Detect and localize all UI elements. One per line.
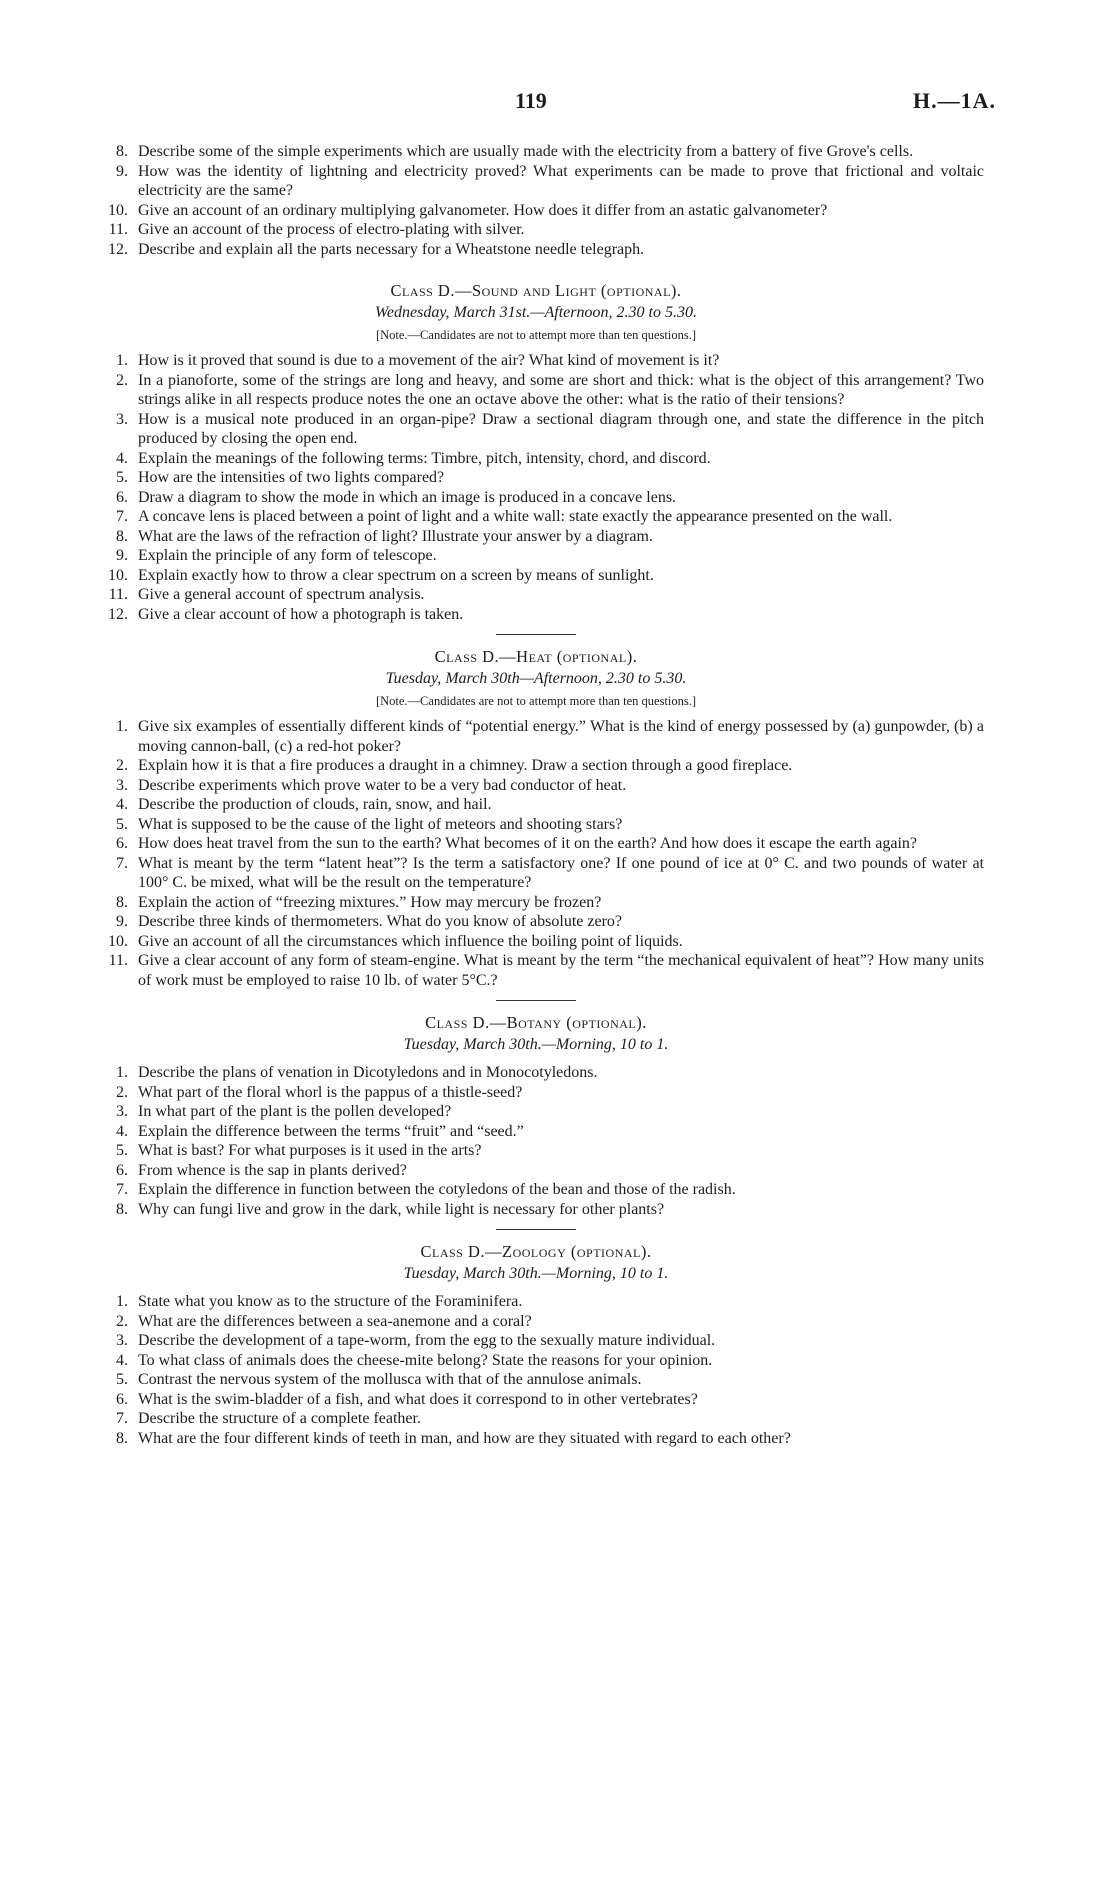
question-text: Give a clear account of how a photograph is taken. [138,605,464,623]
question-number: 3. [116,410,128,428]
question-number: 11. [108,586,128,603]
question-text: In a pianoforte, some of the strings are long and heavy, and some are short and thick: what is the object of this arrangement? Two strings alike in all respects produce notes the one an octave above the other: what is the ratio of their tensions? [138,371,984,408]
question-text: Give a general account of spectrum analysis. [138,586,425,603]
section-title: Class D.—Botany (optional). [425,1013,647,1032]
document-reference: H.—1A. [913,88,996,113]
question-item [88,410,984,449]
question-number: 6. [116,488,128,506]
question-text: Give a clear account of any form of steam-engine. What is meant by the term “the mechanical equivalent of heat”? How many units of work must be employed to raise 10 lb. of water 5°C.? [138,952,984,989]
question-item [88,201,984,221]
exam-section [88,634,984,990]
question-text: What part of the floral whorl is the pappus of a thistle-seed? [138,1083,523,1101]
question-list [88,717,984,990]
question-text: Describe experiments which prove water to be a very bad conductor of heat. [138,776,627,794]
question-number: 2. [116,757,128,774]
section-title: Class D.—Sound and Light (optional). [390,281,682,300]
section-date: Tuesday, March 30th.—Morning, 10 to 1. [403,1036,669,1053]
question-text: Describe the structure of a complete feather. [138,1410,421,1427]
question-text: How was the identity of lightning and electricity proved? What experiments can be made to prove that frictional and voltaic electricity are the same? [138,162,984,199]
question-item [88,507,984,527]
question-item [88,488,984,508]
question-number: 7. [116,1181,128,1198]
question-item [88,1083,984,1103]
question-number: 2. [116,1312,128,1330]
question-text: What is bast? For what purposes is it used in the arts? [138,1142,482,1159]
question-number: 7. [116,854,128,872]
question-number: 10. [108,201,128,219]
question-item [88,449,984,469]
question-item [88,240,984,260]
question-text: Explain the action of “freezing mixtures.” How may mercury be frozen? [138,893,602,911]
question-text: Explain exactly how to throw a clear spectrum on a screen by means of sunlight. [138,566,654,584]
question-item [88,1409,984,1429]
question-list [88,1063,984,1219]
question-text: Describe and explain all the parts necessary for a Wheatstone needle telegraph. [138,240,645,258]
question-number: 2. [116,1083,128,1101]
question-number: 4. [116,1351,128,1369]
question-number: 5. [116,815,128,833]
section-title: Class D.—Zoology (optional). [420,1242,652,1261]
question-text: Describe some of the simple experiments which are usually made with the electricity from a battery of five Grove's cells. [138,143,914,160]
question-number: 6. [116,1161,128,1179]
question-number: 3. [116,776,128,794]
question-item [88,815,984,835]
question-text: What is the swim-bladder of a fish, and what does it correspond to in other vertebrates? [138,1390,698,1408]
question-text: Give an account of the process of electro-plating with silver. [138,221,525,238]
question-item [88,468,984,488]
question-number: 5. [116,469,128,486]
question-text: What are the laws of the refraction of light? Illustrate your answer by a diagram. [138,527,653,545]
question-item [88,1161,984,1181]
question-text: State what you know as to the structure of the Foraminifera. [138,1293,523,1310]
question-item [88,1141,984,1161]
question-number: 5. [116,1142,128,1159]
question-item [88,717,984,756]
section-note: [Note.—Candidates are not to attempt more than ten questions.] [375,328,697,342]
question-item [88,371,984,410]
question-item [88,893,984,913]
question-text: Draw a diagram to show the mode in which an image is produced in a concave lens. [138,488,677,506]
question-number: 5. [116,1371,128,1388]
question-number: 11. [108,221,128,238]
question-item [88,566,984,586]
question-item [88,220,984,240]
question-text: Give six examples of essentially different kinds of “potential energy.” What is the kind of energy possessed by (a) gunpowder, (b) a moving cannon-ball, (c) a red-hot poker? [138,718,984,755]
question-number: 11. [108,952,128,969]
question-item [88,1180,984,1200]
question-text: To what class of animals does the cheese-mite belong? State the reasons for your opinion. [138,1351,713,1369]
question-number: 10. [108,932,128,950]
section-date: Wednesday, March 31st.—Afternoon, 2.30 to 5.30. [375,304,697,321]
question-number: 7. [116,508,128,525]
question-text: Describe the development of a tape-worm, from the egg to the sexually mature individual. [138,1332,716,1349]
question-number: 12. [108,605,128,623]
question-list [88,351,984,624]
question-number: 8. [116,1200,128,1218]
question-number: 8. [116,527,128,545]
question-item [88,1102,984,1122]
question-text: Explain how it is that a fire produces a draught in a chimney. Draw a section through a good fireplace. [138,757,793,774]
question-text: Explain the principle of any form of telescope. [138,547,437,564]
question-text: Explain the meanings of the following terms: Timbre, pitch, intensity, chord, and discord. [138,449,711,467]
question-text: Contrast the nervous system of the mollusca with that of the annulose animals. [138,1371,642,1388]
question-item [88,756,984,776]
question-item [88,546,984,566]
question-item [88,854,984,893]
question-number: 3. [116,1332,128,1349]
question-text: What are the four different kinds of teeth in man, and how are they situated with regard to each other? [138,1429,791,1447]
question-item [88,1063,984,1083]
question-item [88,1351,984,1371]
question-item [88,951,984,990]
page-content [88,142,984,1448]
question-item [88,585,984,605]
section-divider [496,1000,576,1001]
question-number: 9. [116,547,128,564]
question-text: What is supposed to be the cause of the light of meteors and shooting stars? [138,815,623,833]
section-date: Tuesday, March 30th—Afternoon, 2.30 to 5.30. [385,670,687,687]
question-item [88,1122,984,1142]
question-number: 3. [116,1103,128,1120]
exam-section [88,1229,984,1448]
exam-sections [88,281,984,1448]
question-item [88,912,984,932]
intro-question-list [88,142,984,259]
question-text: Describe the plans of venation in Dicotyledons and in Monocotyledons. [138,1064,598,1081]
question-text: From whence is the sap in plants derived? [138,1161,407,1179]
question-number: 1. [116,352,128,369]
question-text: Why can fungi live and grow in the dark, while light is necessary for other plants? [138,1200,665,1218]
question-text: What is meant by the term “latent heat”? Is the term a satisfactory one? If one pound of ice at 0° C. and two pounds of water at 100° C. be mixed, what will be the result on the temperature? [138,854,984,891]
question-number: 6. [116,835,128,852]
question-item [88,834,984,854]
page-number: 119 [515,88,547,113]
question-item [88,932,984,952]
question-item [88,351,984,371]
question-number: 8. [116,893,128,911]
question-item [88,142,984,162]
exam-section [88,1000,984,1219]
question-text: In what part of the plant is the pollen developed? [138,1103,452,1120]
question-item [88,527,984,547]
question-text: Describe three kinds of thermometers. What do you know of absolute zero? [138,913,622,930]
question-text: Explain the difference between the terms “fruit” and “seed.” [138,1122,524,1140]
question-number: 4. [116,1122,128,1140]
question-text: Explain the difference in function between the cotyledons of the bean and those of the radish. [138,1181,736,1198]
section-divider [496,1229,576,1230]
question-text: How does heat travel from the sun to the earth? What becomes of it on the earth? And how does it escape the earth again? [138,835,917,852]
question-item [88,1312,984,1332]
exam-section [88,281,984,624]
question-item [88,795,984,815]
question-number: 1. [116,718,128,735]
question-item [88,1331,984,1351]
question-item [88,1292,984,1312]
question-text: Give an account of all the circumstances which influence the boiling point of liquids. [138,932,683,950]
question-number: 4. [116,796,128,813]
question-item [88,162,984,201]
question-text: How are the intensities of two lights compared? [138,469,445,486]
question-item [88,1200,984,1220]
question-item [88,1390,984,1410]
question-number: 1. [116,1293,128,1310]
question-number: 8. [116,143,128,160]
question-text: How is a musical note produced in an organ-pipe? Draw a sectional diagram through one, and state the difference in the pitch produced by closing the open end. [138,410,984,447]
section-divider [496,634,576,635]
section-title: Class D.—Heat (optional). [434,647,638,666]
question-list [88,1292,984,1448]
page-header [0,88,1114,124]
question-item [88,776,984,796]
question-number: 4. [116,449,128,467]
section-note: [Note.—Candidates are not to attempt more than ten questions.] [375,694,697,708]
question-item [88,1429,984,1449]
question-item [88,605,984,625]
question-text: A concave lens is placed between a point of light and a white wall: state exactly the appearance presented on the wall. [138,508,893,525]
question-number: 8. [116,1429,128,1447]
question-number: 10. [108,566,128,584]
question-text: How is it proved that sound is due to a movement of the air? What kind of movement is it? [138,352,720,369]
question-text: Describe the production of clouds, rain, snow, and hail. [138,796,492,813]
question-text: What are the differences between a sea-anemone and a coral? [138,1312,532,1330]
question-number: 2. [116,371,128,389]
question-text: Give an account of an ordinary multiplying galvanometer. How does it differ from an astatic galvanometer? [138,201,828,219]
question-number: 6. [116,1390,128,1408]
question-number: 9. [116,162,128,180]
question-number: 1. [116,1064,128,1081]
question-number: 9. [116,913,128,930]
question-number: 7. [116,1410,128,1427]
question-item [88,1370,984,1390]
section-date: Tuesday, March 30th.—Morning, 10 to 1. [403,1265,669,1282]
question-number: 12. [108,240,128,258]
